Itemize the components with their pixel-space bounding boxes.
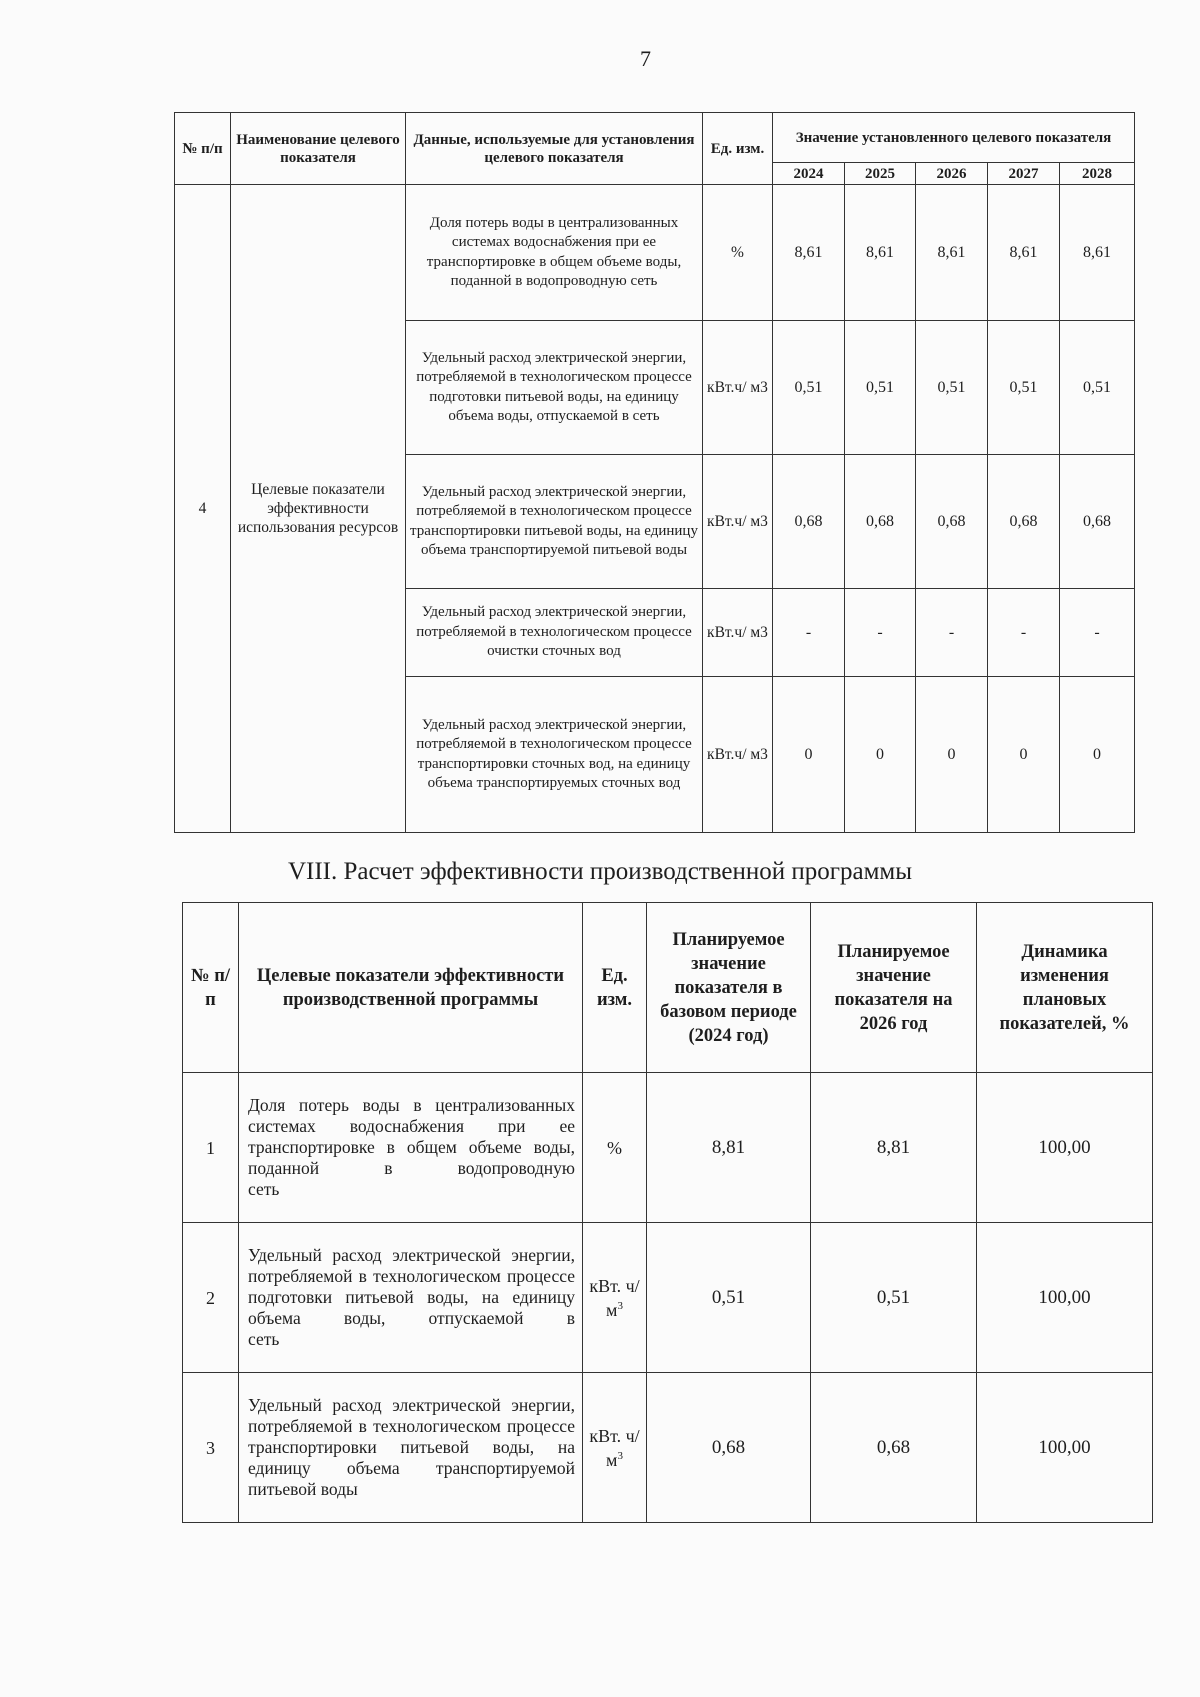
header-data: Данные, используемые для установления целевого показателя [406, 113, 703, 185]
header-year: 2024 [773, 163, 845, 185]
header-base-value: Планируемое значение показателя в базовом периоде (2024 год) [647, 903, 811, 1073]
efficiency-table [182, 902, 1153, 1523]
dynamics-value: 100,00 [977, 1373, 1153, 1523]
indicator-unit [583, 1373, 647, 1523]
indicator-value: 0 [773, 677, 845, 833]
indicator-value: 0,51 [988, 321, 1060, 455]
indicator-value: 0,68 [773, 455, 845, 589]
indicator-value: 0,68 [916, 455, 988, 589]
indicator-data: Удельный расход электрической энергии, потребляемой в технологическом процессе транспортировки сточных вод, на единицу объема транспортируемых сточных вод [406, 677, 703, 833]
base-value: 0,68 [647, 1373, 811, 1523]
header-num: № п/п [175, 113, 231, 185]
header-plan-value: Планируемое значение показателя на 2026 год [811, 903, 977, 1073]
indicator-name-text: Удельный расход электрической энергии, потребляемой в технологическом процессе подготовки питьевой воды, на единицу объема воды, отпускаемой в [248, 1245, 575, 1328]
group-number: 4 [175, 185, 231, 833]
indicator-value: 0 [845, 677, 916, 833]
indicator-name [239, 1223, 583, 1373]
indicator-unit: кВт.ч/ м3 [703, 321, 773, 455]
indicator-value: 8,61 [988, 185, 1060, 321]
dynamics-value: 100,00 [977, 1223, 1153, 1373]
indicator-data: Удельный расход электрической энергии, потребляемой в технологическом процессе подготовки питьевой воды, на единицу объема воды, отпускаемой в сеть [406, 321, 703, 455]
row-number: 3 [183, 1373, 239, 1523]
indicator-unit: % [703, 185, 773, 321]
indicator-value: 0,51 [773, 321, 845, 455]
indicator-value: 8,61 [845, 185, 916, 321]
dynamics-value: 100,00 [977, 1073, 1153, 1223]
indicator-name-text: Доля потерь воды в централизованных системах водоснабжения при ее транспортировке в общем объеме воды, поданной в водопроводную [248, 1095, 575, 1178]
plan-value: 0,68 [811, 1373, 977, 1523]
group-name: Целевые показатели эффективности использования ресурсов [231, 185, 406, 833]
indicator-value: - [916, 589, 988, 677]
header-dynamics: Динамика изменения плановых показателей, % [977, 903, 1153, 1073]
unit-superscript: 3 [617, 1299, 623, 1312]
header-year: 2025 [845, 163, 916, 185]
indicator-value: - [773, 589, 845, 677]
indicator-unit: кВт.ч/ м3 [703, 589, 773, 677]
indicator-value: 8,61 [916, 185, 988, 321]
indicator-value: 0 [916, 677, 988, 833]
indicator-value: 0 [1060, 677, 1135, 833]
indicator-value: - [988, 589, 1060, 677]
indicator-name [239, 1073, 583, 1223]
indicator-value: 0,68 [1060, 455, 1135, 589]
unit-superscript: 3 [617, 1449, 623, 1462]
indicator-value: 0 [988, 677, 1060, 833]
table-row [183, 1073, 1153, 1223]
header-indicator-name: Целевые показатели эффективности производственной программы [239, 903, 583, 1073]
indicator-value: 8,61 [1060, 185, 1135, 321]
table-row [183, 1223, 1153, 1373]
indicator-name [239, 1373, 583, 1523]
row-number: 1 [183, 1073, 239, 1223]
indicator-name-text: Удельный расход электрической энергии, потребляемой в технологическом процессе транспортировки питьевой воды, на единицу объема транспортируемой [248, 1395, 575, 1478]
target-indicators-table [174, 112, 1135, 833]
row-number: 2 [183, 1223, 239, 1373]
indicator-data: Удельный расход электрической энергии, потребляемой в технологическом процессе транспортировки питьевой воды, на единицу объема транспортируемой питьевой воды [406, 455, 703, 589]
header-unit: Ед. изм. [703, 113, 773, 185]
plan-value: 0,51 [811, 1223, 977, 1373]
indicator-unit [583, 1073, 647, 1223]
table-row [183, 1373, 1153, 1523]
indicator-value: 0,68 [988, 455, 1060, 589]
indicator-unit: кВт.ч/ м3 [703, 677, 773, 833]
header-unit: Ед. изм. [583, 903, 647, 1073]
indicator-data: Удельный расход электрической энергии, потребляемой в технологическом процессе очистки сточных вод [406, 589, 703, 677]
header-target-value: Значение установленного целевого показателя [773, 113, 1135, 163]
plan-value: 8,81 [811, 1073, 977, 1223]
indicator-unit [583, 1223, 647, 1373]
page-number: 7 [640, 46, 651, 71]
unit-text: кВт. ч/м [589, 1425, 640, 1470]
indicator-name-last-line: сеть [248, 1329, 280, 1349]
indicator-value: - [1060, 589, 1135, 677]
base-value: 8,81 [647, 1073, 811, 1223]
indicator-name-last-line: питьевой воды [248, 1479, 358, 1499]
header-year: 2027 [988, 163, 1060, 185]
indicator-value: 0,68 [845, 455, 916, 589]
indicator-value: 0,51 [1060, 321, 1135, 455]
table-row [175, 185, 1135, 321]
unit-text: кВт. ч/м [589, 1275, 640, 1320]
indicator-name-last-line: сеть [248, 1179, 280, 1199]
header-indicator-name: Наименование целевого показателя [231, 113, 406, 185]
header-num: № п/п [183, 903, 239, 1073]
indicator-value: 0,51 [845, 321, 916, 455]
indicator-value: - [845, 589, 916, 677]
section-title: VIII. Расчет эффективности производственной программы [287, 858, 913, 885]
indicator-data: Доля потерь воды в централизованных системах водоснабжения при ее транспортировке в общем объеме воды, поданной в водопроводную сеть [406, 185, 703, 321]
header-year: 2026 [916, 163, 988, 185]
base-value: 0,51 [647, 1223, 811, 1373]
indicator-unit: кВт.ч/ м3 [703, 455, 773, 589]
header-year: 2028 [1060, 163, 1135, 185]
indicator-value: 0,51 [916, 321, 988, 455]
unit-text: % [607, 1137, 622, 1158]
indicator-value: 8,61 [773, 185, 845, 321]
